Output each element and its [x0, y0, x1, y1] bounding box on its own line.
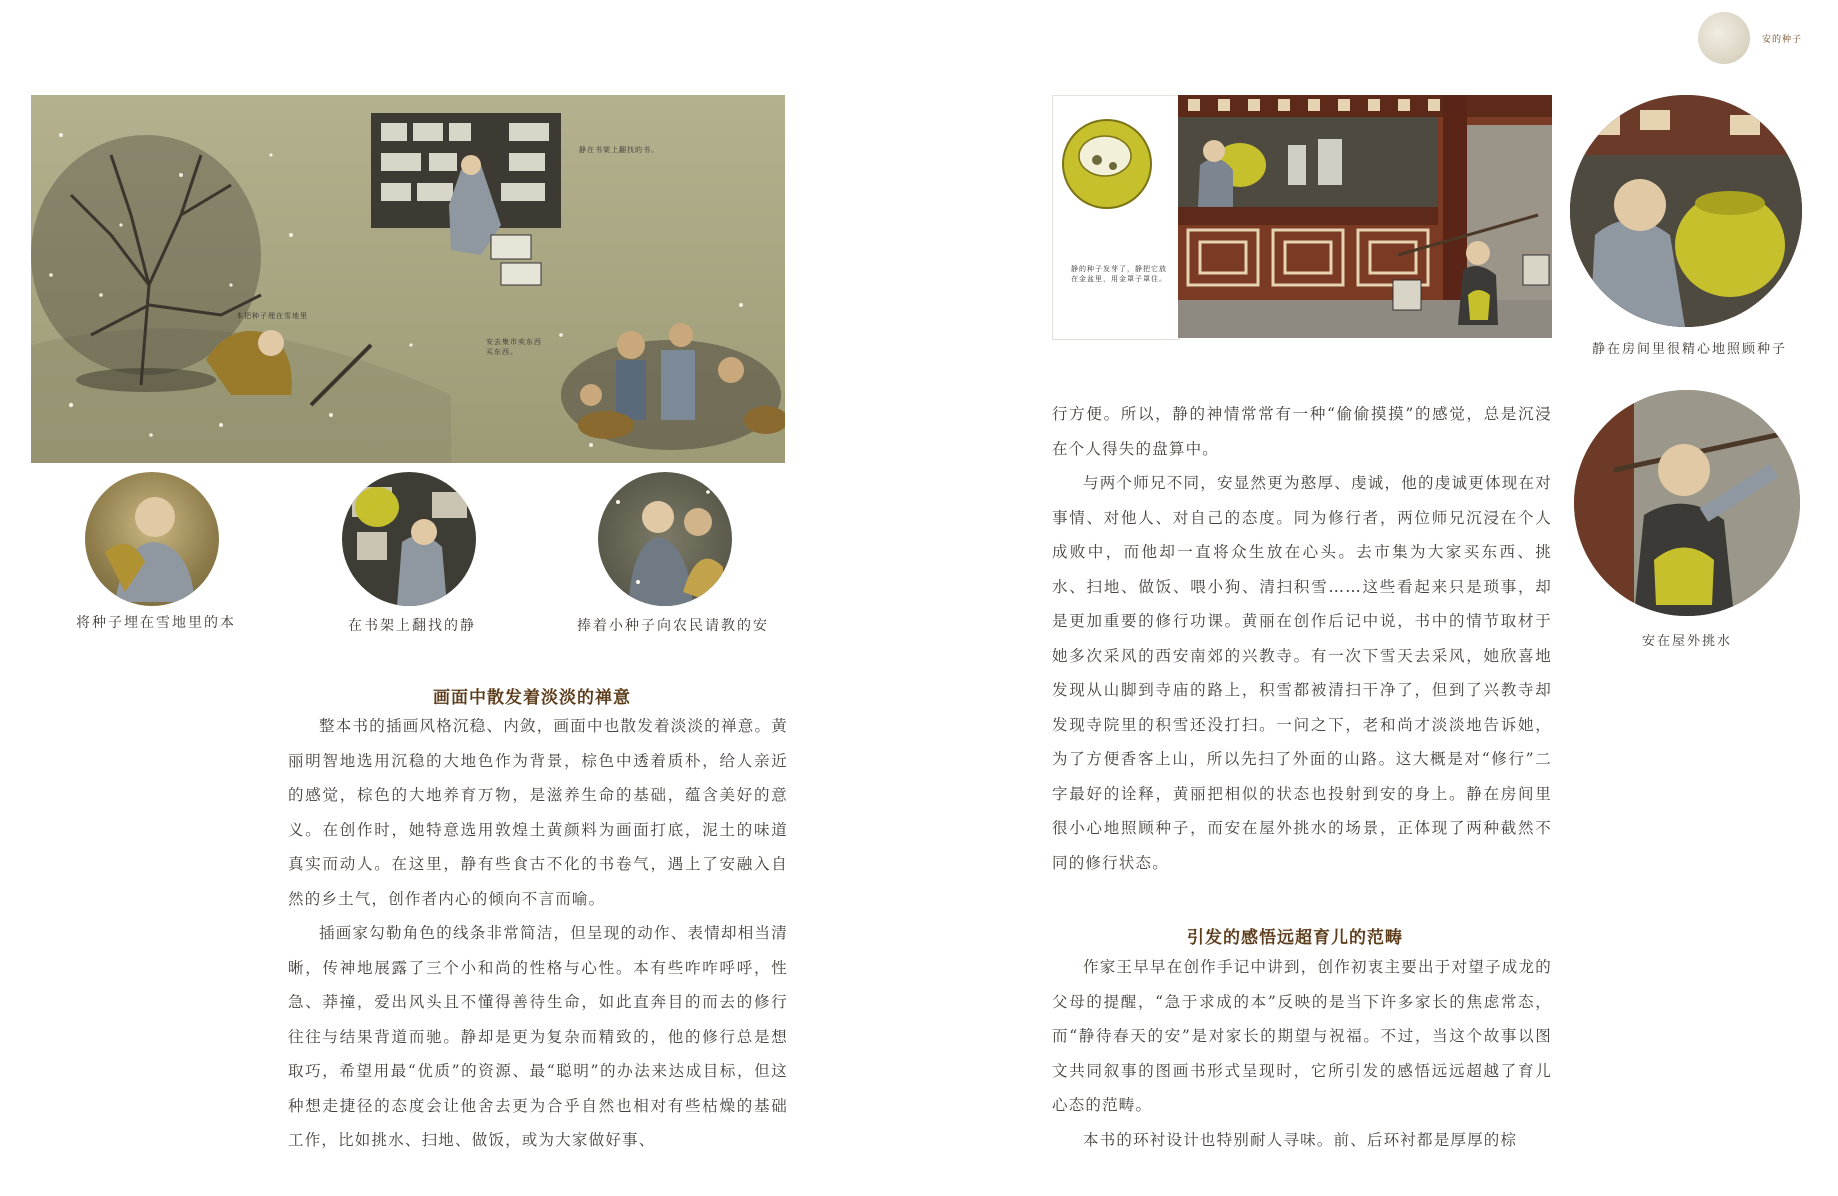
circle-an-asking-farmer [598, 472, 732, 606]
circle-ben-burying-seed [85, 472, 219, 606]
seed-pot-panel [1052, 95, 1180, 340]
paragraph: 整本书的插画风格沉稳、内敛，画面中也散发着淡淡的禅意。黄丽明智地选用沉稳的大地色作为背景，棕色中透着质朴，给人亲近的感觉，棕色的大地养育万物，是滋养生命的基础，蕴含美好的意义。在创作时，她特意选用敦煌土黄颜料为画面打底，泥土的味道真实而动人。在这里，静有些食古不化的书卷气，遇上了安融入自然的乡土气，创作者内心的倾向不言而喻。 [288, 717, 788, 908]
circle-an-carrying-water [1574, 390, 1800, 616]
paragraph: 本书的环衬设计也特别耐人寻味。前、后环衬都是厚厚的棕 [1083, 1130, 1518, 1149]
caption-jing-room: 静在房间里很精心地照顾种子 [1592, 342, 1788, 357]
caption-an: 捧着小种子向农民请教的安 [577, 618, 769, 634]
right-body-text [1052, 397, 1552, 880]
section-title-zen: 画面中散发着淡淡的禅意 [433, 688, 631, 708]
caption-ben: 将种子埋在雪地里的本 [76, 615, 236, 631]
circle-jing-searching-shelf [342, 472, 476, 606]
illustration-text-bury: 本把种子埋在雪地里 [236, 312, 308, 320]
paragraph: 与两个师兄不同，安显然更为憨厚、虔诚，他的虔诚更体现在对事情、对他人、对自己的态度。同为修行者，两位师兄沉浸在个人成败中，而他却一直将众生放在心头。去市集为大家买东西、挑水、扫地、做饭、喂小狗、清扫积雪……这些看起来只是琐事，却是更加重要的修行功课。黄丽在创作后记中说，书中的情节取材于她多次采风的西安南郊的兴教寺。有一次下雪天去采风，她欣喜地发现从山脚到寺庙的路上，积雪都被清扫干净了，但到了兴教寺却发现寺院里的积雪还没打扫。一问之下，老和尚才淡淡地告诉她，为了方便香客上山，所以先扫了外面的山路。这大概是对“修行”二字最好的诠释，黄丽把相似的状态也投射到安的身上。静在房间里很小心地照顾种子，而安在屋外挑水的场景，正体现了两种截然不同的修行状态。 [1052, 474, 1552, 872]
caption-jing: 在书架上翻找的静 [348, 618, 476, 634]
seed-pot-text: 静的种子发芽了，静把它放在金盆里，用金罩子罩住。 [1071, 265, 1167, 283]
paragraph: 插画家勾勒角色的线条非常简洁，但呈现的动作、表情却相当清晰，传神地展露了三个小和尚的性格与心性。本有些咋咋呼呼，性急、莽撞，爱出风头且不懂得善待生命，如此直奔目的而去的修行往往与结果背道而驰。静却是更为复杂而精致的，他的修行总是想取巧，希望用最“优质”的资源、最“聪明”的办法来达成目标，但这种想走捷径的态度会让他舍去更为合乎自然也相对有些枯燥的基础工作，比如挑水、扫地、做饭，或为大家做好事、 [288, 924, 788, 1149]
paragraph: 作家王早早在创作手记中讲到，创作初衷主要出于对望子成龙的父母的提醒，“急于求成的本”反映的是当下许多家长的焦虑常态，而“静待春天的安”是对家长的期望与祝福。不过，当这个故事以图文共同叙事的图画书形式呈现时，它所引发的感悟远远超越了育儿心态的范畴。 [1052, 958, 1552, 1114]
circle-jing-caring-seed [1570, 95, 1802, 327]
main-illustration [31, 95, 785, 463]
header-medallion [1698, 12, 1750, 64]
right-body-text-2 [1052, 950, 1552, 1157]
illustration-text-market: 安去集市卖东西 买东西。 [486, 338, 542, 356]
caption-an-water: 安在屋外挑水 [1642, 634, 1733, 649]
header-label: 安的种子 [1762, 35, 1803, 45]
paragraph-continuation: 行方便。所以，静的神情常常有一种“偷偷摸摸”的感觉，总是沉浸在个人得失的盘算中。 [1052, 405, 1552, 458]
temple-illustration [1178, 95, 1552, 338]
section-title-insight: 引发的感悟远超育儿的范畴 [1187, 928, 1403, 948]
illustration-text-shelf: 静在书架上翻找的书。 [579, 146, 659, 154]
left-body-text [288, 709, 788, 1158]
